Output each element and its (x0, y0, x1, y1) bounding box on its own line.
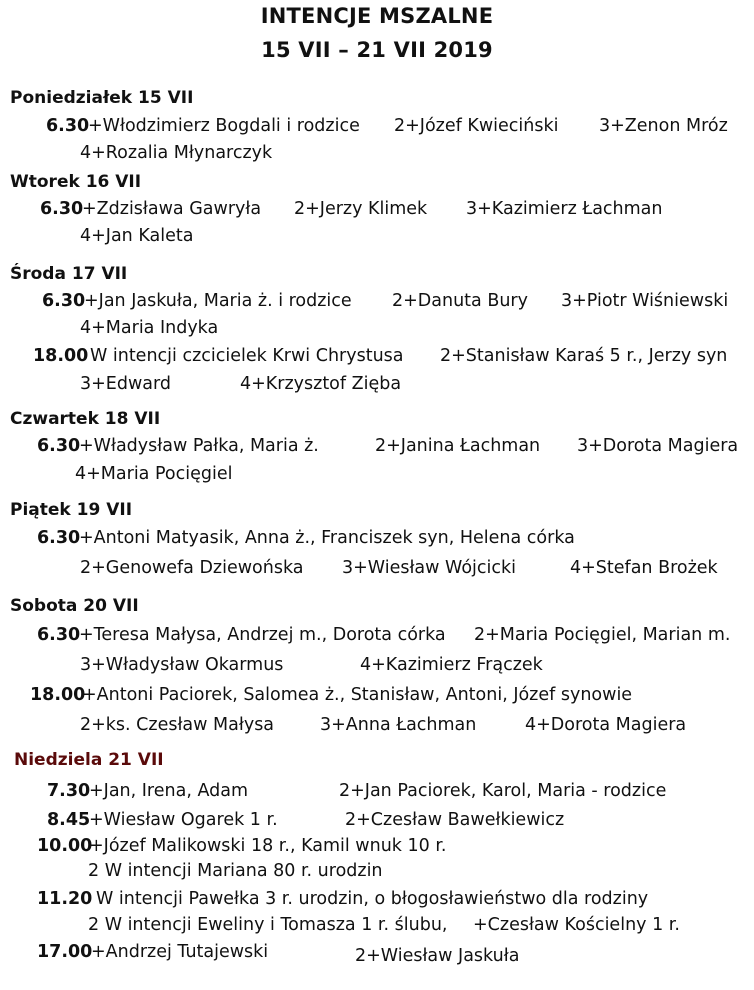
day-heading: Wtorek 16 VII (10, 172, 142, 192)
intention: 2+Danuta Bury (392, 291, 528, 311)
intention: +Czesław Kościelny 1 r. (473, 915, 680, 935)
intention: 4+Maria Indyka (80, 318, 219, 338)
mass-time: 10.00 (37, 836, 93, 856)
intention: 4+Krzysztof Zięba (240, 374, 402, 394)
intention: 2+Wiesław Jaskuła (355, 946, 520, 966)
intention: 2+ks. Czesław Małysa (80, 715, 275, 735)
intention: W intencji czcicielek Krwi Chrystusa (90, 346, 404, 366)
mass-time: 11.20 (37, 889, 93, 909)
mass-time: 6.30 (46, 116, 90, 136)
intention: 3+Kazimierz Łachman (466, 199, 663, 219)
intention: +Zdzisława Gawryła (82, 199, 262, 219)
intention: +Jan Jaskuła, Maria ż. i rodzice (84, 291, 352, 311)
intention: 4+Kazimierz Frączek (360, 655, 543, 675)
intention: +Włodzimierz Bogdali i rodzice (88, 116, 360, 136)
intention: W intencji Pawełka 3 r. urodzin, o błogosławieństwo dla rodziny (96, 889, 649, 909)
mass-time: 8.45 (47, 810, 91, 830)
intention: 2+Genowefa Dziewońska (80, 558, 304, 578)
intention: 2+Janina Łachman (375, 436, 541, 456)
intention: 4+Jan Kaleta (80, 226, 194, 246)
intention: 4+Dorota Magiera (525, 715, 687, 735)
intention: +Teresa Małysa, Andrzej m., Dorota córka (79, 625, 446, 645)
day-heading: Piątek 19 VII (10, 500, 133, 520)
mass-time: 6.30 (42, 291, 86, 311)
intention: 3+Dorota Magiera (577, 436, 739, 456)
intention: 3+Anna Łachman (320, 715, 477, 735)
intention: 2+Czesław Bawełkiewicz (345, 810, 565, 830)
intention: 2 W intencji Mariana 80 r. urodzin (88, 861, 383, 881)
day-heading: Niedziela 21 VII (14, 750, 164, 770)
intention: +Antoni Matyasik, Anna ż., Franciszek syn, Helena córka (79, 528, 575, 548)
mass-time: 6.30 (40, 199, 84, 219)
intention: 2+Stanisław Karaś 5 r., Jerzy syn (440, 346, 728, 366)
mass-time: 6.30 (37, 528, 81, 548)
intention: 4+Maria Pocięgiel (75, 464, 233, 484)
intention: 2 W intencji Eweliny i Tomasza 1 r. ślubu, (88, 915, 448, 935)
intention: 3+Władysław Okarmus (80, 655, 284, 675)
intention: 2+Józef Kwieciński (394, 116, 559, 136)
intention: +Józef Malikowski 18 r., Kamil wnuk 10 r. (89, 836, 447, 856)
mass-time: 6.30 (37, 436, 81, 456)
mass-time: 6.30 (37, 625, 81, 645)
page-title: INTENCJE MSZALNE (260, 4, 494, 28)
mass-time: 18.00 (30, 685, 86, 705)
intention: 4+Rozalia Młynarczyk (80, 143, 273, 163)
mass-time: 18.00 (33, 346, 89, 366)
mass-time: 7.30 (47, 781, 91, 801)
intention: +Władysław Pałka, Maria ż. (79, 436, 319, 456)
intention: +Antoni Paciorek, Salomea ż., Stanisław, Antoni, Józef synowie (82, 685, 633, 705)
intention: 2+Jan Paciorek, Karol, Maria - rodzice (339, 781, 667, 801)
intention: 3+Edward (80, 374, 171, 394)
day-heading: Sobota 20 VII (10, 596, 139, 616)
day-heading: Środa 17 VII (10, 264, 128, 284)
intention: 2+Jerzy Klimek (294, 199, 428, 219)
day-heading: Czwartek 18 VII (10, 409, 161, 429)
intention: +Wiesław Ogarek 1 r. (89, 810, 278, 830)
mass-time: 17.00 (37, 942, 93, 962)
intention: 3+Zenon Mróz (599, 116, 728, 136)
page-date-range: 15 VII – 21 VII 2019 (261, 38, 493, 62)
intention: 3+Wiesław Wójcicki (342, 558, 516, 578)
day-heading: Poniedziałek 15 VII (10, 88, 194, 108)
intention: 3+Piotr Wiśniewski (561, 291, 729, 311)
intention: +Jan, Irena, Adam (89, 781, 248, 801)
intention: 4+Stefan Brożek (570, 558, 718, 578)
intention: 2+Maria Pocięgiel, Marian m. (474, 625, 731, 645)
intention: +Andrzej Tutajewski (91, 942, 269, 962)
